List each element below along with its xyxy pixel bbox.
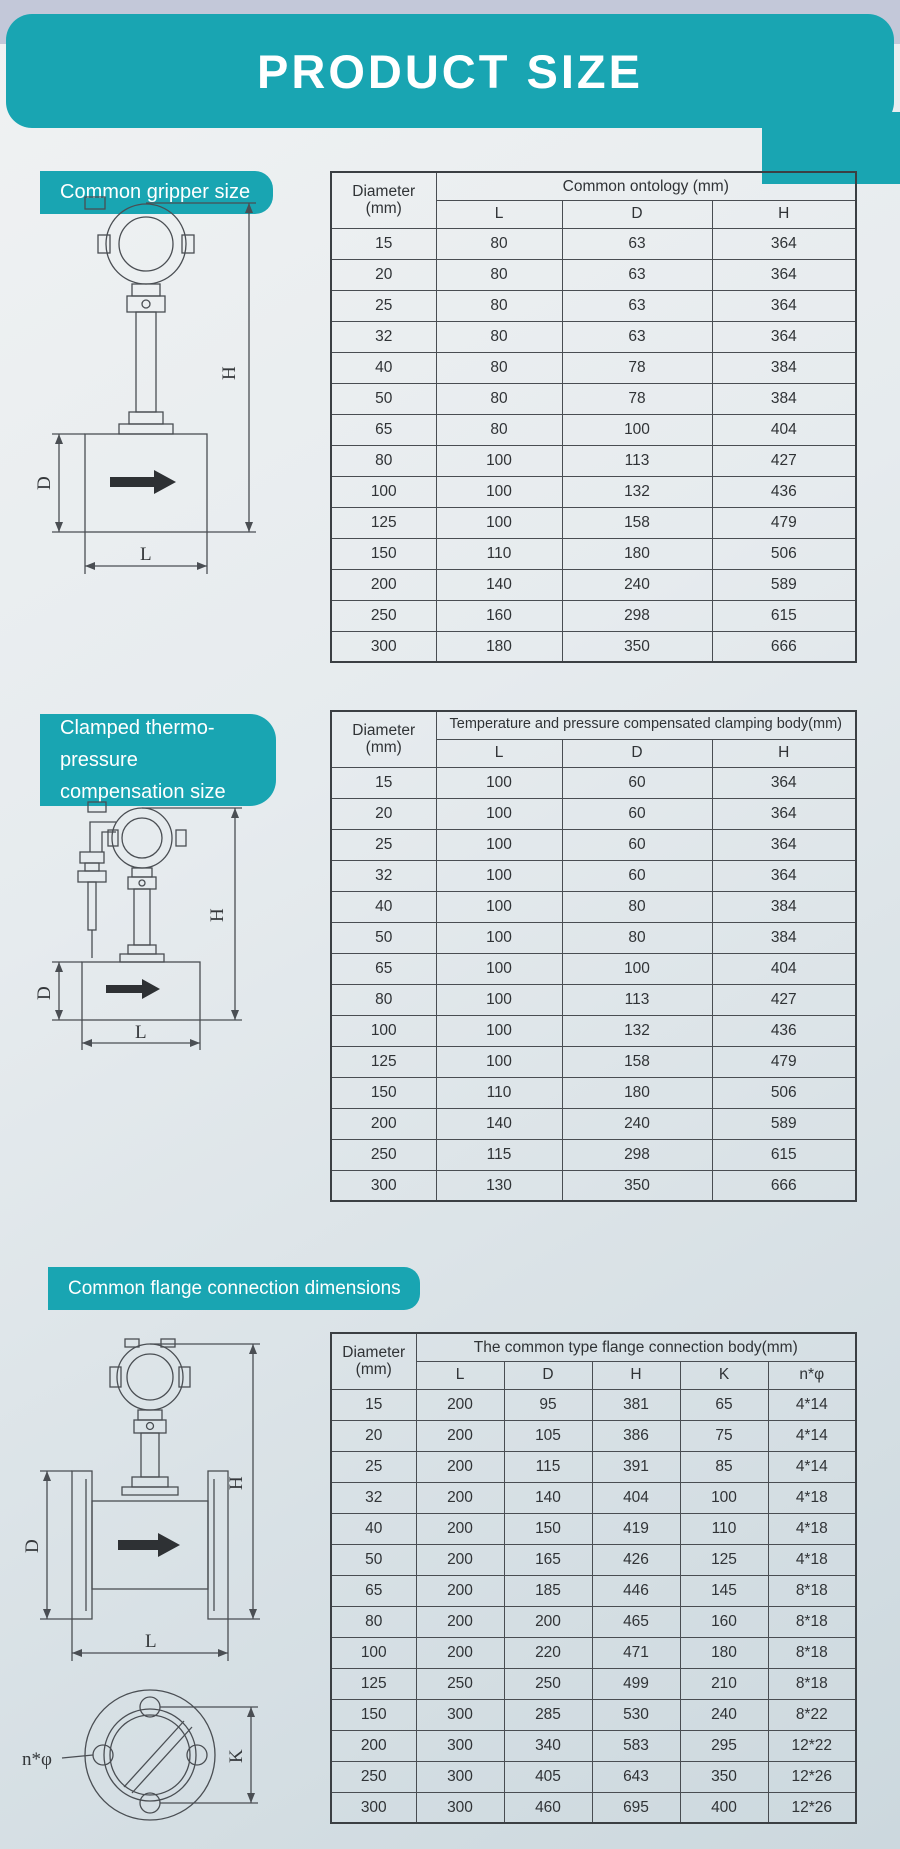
badge-label-line2: compensation size: [60, 781, 226, 803]
value-cell: 300: [416, 1699, 504, 1730]
diameter-cell: 40: [331, 891, 436, 922]
value-cell: 60: [562, 829, 712, 860]
diameter-cell: 125: [331, 1046, 436, 1077]
value-cell: 285: [504, 1699, 592, 1730]
group-header: Temperature and pressure compensated clamping body(mm): [436, 711, 856, 739]
table-row: [331, 767, 856, 798]
value-cell: 436: [712, 1015, 856, 1046]
value-cell: 404: [712, 953, 856, 984]
diameter-cell: 80: [331, 1606, 416, 1637]
dim-label-h: H: [219, 366, 240, 380]
value-cell: 63: [562, 259, 712, 290]
value-cell: 63: [562, 290, 712, 321]
value-cell: 100: [436, 860, 562, 891]
table-row: [331, 829, 856, 860]
value-cell: 115: [436, 1139, 562, 1170]
value-cell: 185: [504, 1575, 592, 1606]
value-cell: 60: [562, 860, 712, 891]
value-cell: 158: [562, 1046, 712, 1077]
group-header: Common ontology (mm): [436, 172, 856, 200]
diameter-cell: 250: [331, 600, 436, 631]
col-header-D: D: [562, 200, 712, 228]
value-cell: 80: [562, 891, 712, 922]
value-cell: 80: [436, 321, 562, 352]
value-cell: 8*18: [768, 1575, 856, 1606]
table-row: [331, 414, 856, 445]
diameter-cell: 32: [331, 321, 436, 352]
value-cell: 364: [712, 767, 856, 798]
value-cell: 427: [712, 445, 856, 476]
dim-label-k: K: [226, 1749, 247, 1763]
value-cell: 479: [712, 507, 856, 538]
table-row: [331, 1420, 856, 1451]
diameter-cell: 250: [331, 1761, 416, 1792]
value-cell: 426: [592, 1544, 680, 1575]
value-cell: 8*22: [768, 1699, 856, 1730]
value-cell: 100: [436, 829, 562, 860]
dim-label-l: L: [135, 1022, 147, 1043]
common-ontology-table: [330, 171, 857, 663]
value-cell: 615: [712, 1139, 856, 1170]
diameter-cell: 150: [331, 1699, 416, 1730]
value-cell: 300: [416, 1792, 504, 1823]
diameter-cell: 20: [331, 1420, 416, 1451]
table-row: [331, 228, 856, 259]
value-cell: 200: [504, 1606, 592, 1637]
value-cell: 100: [436, 507, 562, 538]
badge-label-line1: Clamped thermo-pressure: [60, 717, 215, 771]
diameter-cell: 125: [331, 507, 436, 538]
value-cell: 666: [712, 631, 856, 662]
col-header-D: D: [562, 739, 712, 767]
diameter-cell: 125: [331, 1668, 416, 1699]
thermo-pressure-table: [330, 710, 857, 1202]
col-header-n-phi: n*φ: [768, 1361, 856, 1389]
value-cell: 200: [416, 1606, 504, 1637]
value-cell: 386: [592, 1420, 680, 1451]
value-cell: 140: [436, 1108, 562, 1139]
value-cell: 100: [436, 984, 562, 1015]
table-row: [331, 798, 856, 829]
value-cell: 471: [592, 1637, 680, 1668]
value-cell: 180: [562, 1077, 712, 1108]
diameter-cell: 25: [331, 290, 436, 321]
value-cell: 499: [592, 1668, 680, 1699]
col-header-H: H: [712, 200, 856, 228]
table-row: [331, 383, 856, 414]
value-cell: 132: [562, 1015, 712, 1046]
value-cell: 615: [712, 600, 856, 631]
diameter-cell: 65: [331, 953, 436, 984]
value-cell: 100: [562, 953, 712, 984]
page-title: PRODUCT SIZE: [257, 44, 643, 98]
diameter-cell: 65: [331, 414, 436, 445]
table-row: [331, 1637, 856, 1668]
value-cell: 160: [436, 600, 562, 631]
value-cell: 4*18: [768, 1482, 856, 1513]
badge-label: Common gripper size: [60, 181, 251, 203]
value-cell: 4*14: [768, 1420, 856, 1451]
diameter-cell: 200: [331, 1730, 416, 1761]
value-cell: 160: [680, 1606, 768, 1637]
value-cell: 165: [504, 1544, 592, 1575]
value-cell: 400: [680, 1792, 768, 1823]
diameter-cell: 32: [331, 860, 436, 891]
value-cell: 100: [436, 1046, 562, 1077]
value-cell: 158: [562, 507, 712, 538]
value-cell: 125: [680, 1544, 768, 1575]
diameter-cell: 15: [331, 228, 436, 259]
table-row: [331, 1170, 856, 1201]
dim-label-d: D: [34, 986, 55, 1000]
value-cell: 80: [436, 290, 562, 321]
diameter-cell: 15: [331, 767, 436, 798]
group-header: The common type flange connection body(mm): [416, 1333, 856, 1361]
diameter-cell: 80: [331, 445, 436, 476]
value-cell: 8*18: [768, 1606, 856, 1637]
corner-header: Diameter (mm): [331, 711, 436, 767]
table-row: [331, 1046, 856, 1077]
table-row: [331, 507, 856, 538]
value-cell: 95: [504, 1389, 592, 1420]
value-cell: 78: [562, 383, 712, 414]
value-cell: 145: [680, 1575, 768, 1606]
flow-direction-arrow: [106, 979, 160, 999]
dim-label-d: D: [22, 1539, 43, 1553]
diameter-cell: 250: [331, 1139, 436, 1170]
dim-label-h: H: [207, 908, 228, 922]
value-cell: 4*14: [768, 1389, 856, 1420]
value-cell: 110: [436, 1077, 562, 1108]
table-row: [331, 1015, 856, 1046]
value-cell: 200: [416, 1451, 504, 1482]
diameter-cell: 15: [331, 1389, 416, 1420]
col-header-H: H: [712, 739, 856, 767]
value-cell: 381: [592, 1389, 680, 1420]
value-cell: 298: [562, 1139, 712, 1170]
value-cell: 180: [562, 538, 712, 569]
value-cell: 4*14: [768, 1451, 856, 1482]
value-cell: 110: [680, 1513, 768, 1544]
table-row: [331, 445, 856, 476]
value-cell: 364: [712, 860, 856, 891]
diameter-cell: 200: [331, 1108, 436, 1139]
value-cell: 12*26: [768, 1792, 856, 1823]
flow-direction-arrow: [110, 470, 176, 494]
value-cell: 4*18: [768, 1544, 856, 1575]
value-cell: 110: [436, 538, 562, 569]
value-cell: 100: [436, 1015, 562, 1046]
table-row: [331, 1389, 856, 1420]
value-cell: 80: [436, 352, 562, 383]
value-cell: 479: [712, 1046, 856, 1077]
value-cell: 300: [416, 1761, 504, 1792]
table-row: [331, 1575, 856, 1606]
table-row: [331, 569, 856, 600]
diameter-cell: 150: [331, 1077, 436, 1108]
value-cell: 460: [504, 1792, 592, 1823]
value-cell: 80: [436, 383, 562, 414]
value-cell: 63: [562, 321, 712, 352]
dim-label-h: H: [226, 1476, 247, 1490]
col-header-L: L: [436, 739, 562, 767]
table-row: [331, 1108, 856, 1139]
value-cell: 180: [680, 1637, 768, 1668]
value-cell: 100: [436, 953, 562, 984]
value-cell: 140: [436, 569, 562, 600]
value-cell: 200: [416, 1389, 504, 1420]
value-cell: 364: [712, 798, 856, 829]
flange-connection-table: [330, 1332, 857, 1824]
value-cell: 85: [680, 1451, 768, 1482]
diameter-cell: 100: [331, 1015, 436, 1046]
table-row: [331, 321, 856, 352]
col-header-K: K: [680, 1361, 768, 1389]
diameter-cell: 40: [331, 352, 436, 383]
table-row: [331, 1730, 856, 1761]
table-row: [331, 891, 856, 922]
flow-direction-arrow: [118, 1533, 180, 1557]
table-row: [331, 259, 856, 290]
value-cell: 78: [562, 352, 712, 383]
value-cell: 427: [712, 984, 856, 1015]
corner-header: Diameter (mm): [331, 1333, 416, 1389]
diameter-cell: 300: [331, 631, 436, 662]
value-cell: 384: [712, 891, 856, 922]
value-cell: 465: [592, 1606, 680, 1637]
table-row: [331, 953, 856, 984]
value-cell: 80: [436, 259, 562, 290]
value-cell: 100: [436, 476, 562, 507]
value-cell: 364: [712, 228, 856, 259]
value-cell: 364: [712, 829, 856, 860]
value-cell: 419: [592, 1513, 680, 1544]
value-cell: 446: [592, 1575, 680, 1606]
thermo-flowmeter-drawing: [30, 800, 270, 1052]
value-cell: 80: [436, 228, 562, 259]
diameter-cell: 20: [331, 259, 436, 290]
value-cell: 350: [562, 1170, 712, 1201]
value-cell: 391: [592, 1451, 680, 1482]
value-cell: 589: [712, 569, 856, 600]
table-row: [331, 984, 856, 1015]
value-cell: 200: [416, 1513, 504, 1544]
value-cell: 340: [504, 1730, 592, 1761]
diameter-cell: 50: [331, 1544, 416, 1575]
table-row: [331, 1699, 856, 1730]
diameter-cell: 300: [331, 1170, 436, 1201]
value-cell: 60: [562, 798, 712, 829]
value-cell: 295: [680, 1730, 768, 1761]
value-cell: 200: [416, 1637, 504, 1668]
page-header: [6, 14, 894, 128]
value-cell: 105: [504, 1420, 592, 1451]
value-cell: 180: [436, 631, 562, 662]
value-cell: 384: [712, 383, 856, 414]
value-cell: 140: [504, 1482, 592, 1513]
value-cell: 200: [416, 1420, 504, 1451]
col-header-H: H: [592, 1361, 680, 1389]
table-row: [331, 290, 856, 321]
value-cell: 583: [592, 1730, 680, 1761]
value-cell: 8*18: [768, 1637, 856, 1668]
value-cell: 300: [416, 1730, 504, 1761]
table-row: [331, 1139, 856, 1170]
value-cell: 506: [712, 1077, 856, 1108]
value-cell: 240: [562, 569, 712, 600]
value-cell: 80: [436, 414, 562, 445]
table-row: [331, 1544, 856, 1575]
value-cell: 100: [436, 891, 562, 922]
value-cell: 298: [562, 600, 712, 631]
table-row: [331, 1077, 856, 1108]
value-cell: 240: [562, 1108, 712, 1139]
value-cell: 200: [416, 1575, 504, 1606]
value-cell: 4*18: [768, 1513, 856, 1544]
table-row: [331, 922, 856, 953]
value-cell: 350: [562, 631, 712, 662]
badge-label: Common flange connection dimensions: [68, 1277, 401, 1299]
corner-header: Diameter (mm): [331, 172, 436, 228]
value-cell: 12*26: [768, 1761, 856, 1792]
table-row: [331, 1606, 856, 1637]
table-row: [331, 631, 856, 662]
value-cell: 250: [504, 1668, 592, 1699]
table-row: [331, 600, 856, 631]
diameter-cell: 50: [331, 383, 436, 414]
col-header-D: D: [504, 1361, 592, 1389]
value-cell: 100: [436, 445, 562, 476]
diameter-cell: 100: [331, 1637, 416, 1668]
value-cell: 643: [592, 1761, 680, 1792]
table-row: [331, 538, 856, 569]
value-cell: 113: [562, 984, 712, 1015]
value-cell: 404: [712, 414, 856, 445]
value-cell: 12*22: [768, 1730, 856, 1761]
value-cell: 130: [436, 1170, 562, 1201]
table-row: [331, 1792, 856, 1823]
value-cell: 404: [592, 1482, 680, 1513]
value-cell: 350: [680, 1761, 768, 1792]
value-cell: 364: [712, 259, 856, 290]
value-cell: 100: [436, 767, 562, 798]
dim-label-l: L: [140, 544, 152, 565]
diameter-cell: 300: [331, 1792, 416, 1823]
diameter-cell: 25: [331, 1451, 416, 1482]
value-cell: 589: [712, 1108, 856, 1139]
value-cell: 240: [680, 1699, 768, 1730]
diameter-cell: 32: [331, 1482, 416, 1513]
value-cell: 666: [712, 1170, 856, 1201]
col-header-L: L: [416, 1361, 504, 1389]
value-cell: 384: [712, 352, 856, 383]
value-cell: 384: [712, 922, 856, 953]
value-cell: 60: [562, 767, 712, 798]
diameter-cell: 100: [331, 476, 436, 507]
section-badge-flange: [48, 1267, 420, 1310]
value-cell: 80: [562, 922, 712, 953]
value-cell: 436: [712, 476, 856, 507]
diameter-cell: 150: [331, 538, 436, 569]
diameter-cell: 65: [331, 1575, 416, 1606]
table-row: [331, 1761, 856, 1792]
table-row: [331, 1451, 856, 1482]
table-row: [331, 1513, 856, 1544]
value-cell: 75: [680, 1420, 768, 1451]
value-cell: 200: [416, 1544, 504, 1575]
value-cell: 210: [680, 1668, 768, 1699]
table-row: [331, 860, 856, 891]
value-cell: 115: [504, 1451, 592, 1482]
table-row: [331, 476, 856, 507]
diameter-cell: 80: [331, 984, 436, 1015]
value-cell: 100: [436, 798, 562, 829]
value-cell: 100: [436, 922, 562, 953]
dim-label-l: L: [145, 1631, 157, 1652]
gripper-flowmeter-drawing: [28, 192, 280, 617]
value-cell: 364: [712, 290, 856, 321]
table-row: [331, 1482, 856, 1513]
value-cell: 405: [504, 1761, 592, 1792]
value-cell: 113: [562, 445, 712, 476]
dim-label-d: D: [34, 476, 55, 490]
diameter-cell: 25: [331, 829, 436, 860]
diameter-cell: 200: [331, 569, 436, 600]
value-cell: 132: [562, 476, 712, 507]
value-cell: 250: [416, 1668, 504, 1699]
value-cell: 100: [562, 414, 712, 445]
value-cell: 695: [592, 1792, 680, 1823]
diameter-cell: 40: [331, 1513, 416, 1544]
value-cell: 530: [592, 1699, 680, 1730]
table-row: [331, 352, 856, 383]
value-cell: 364: [712, 321, 856, 352]
value-cell: 100: [680, 1482, 768, 1513]
flange-flowmeter-drawing: [20, 1335, 272, 1845]
value-cell: 63: [562, 228, 712, 259]
section-badge-clamped-thermo: [40, 714, 276, 806]
value-cell: 65: [680, 1389, 768, 1420]
diameter-cell: 20: [331, 798, 436, 829]
table-row: [331, 1668, 856, 1699]
value-cell: 220: [504, 1637, 592, 1668]
value-cell: 200: [416, 1482, 504, 1513]
value-cell: 150: [504, 1513, 592, 1544]
value-cell: 506: [712, 538, 856, 569]
col-header-L: L: [436, 200, 562, 228]
value-cell: 8*18: [768, 1668, 856, 1699]
diameter-cell: 50: [331, 922, 436, 953]
dim-label-n-phi: n*φ: [22, 1749, 52, 1770]
